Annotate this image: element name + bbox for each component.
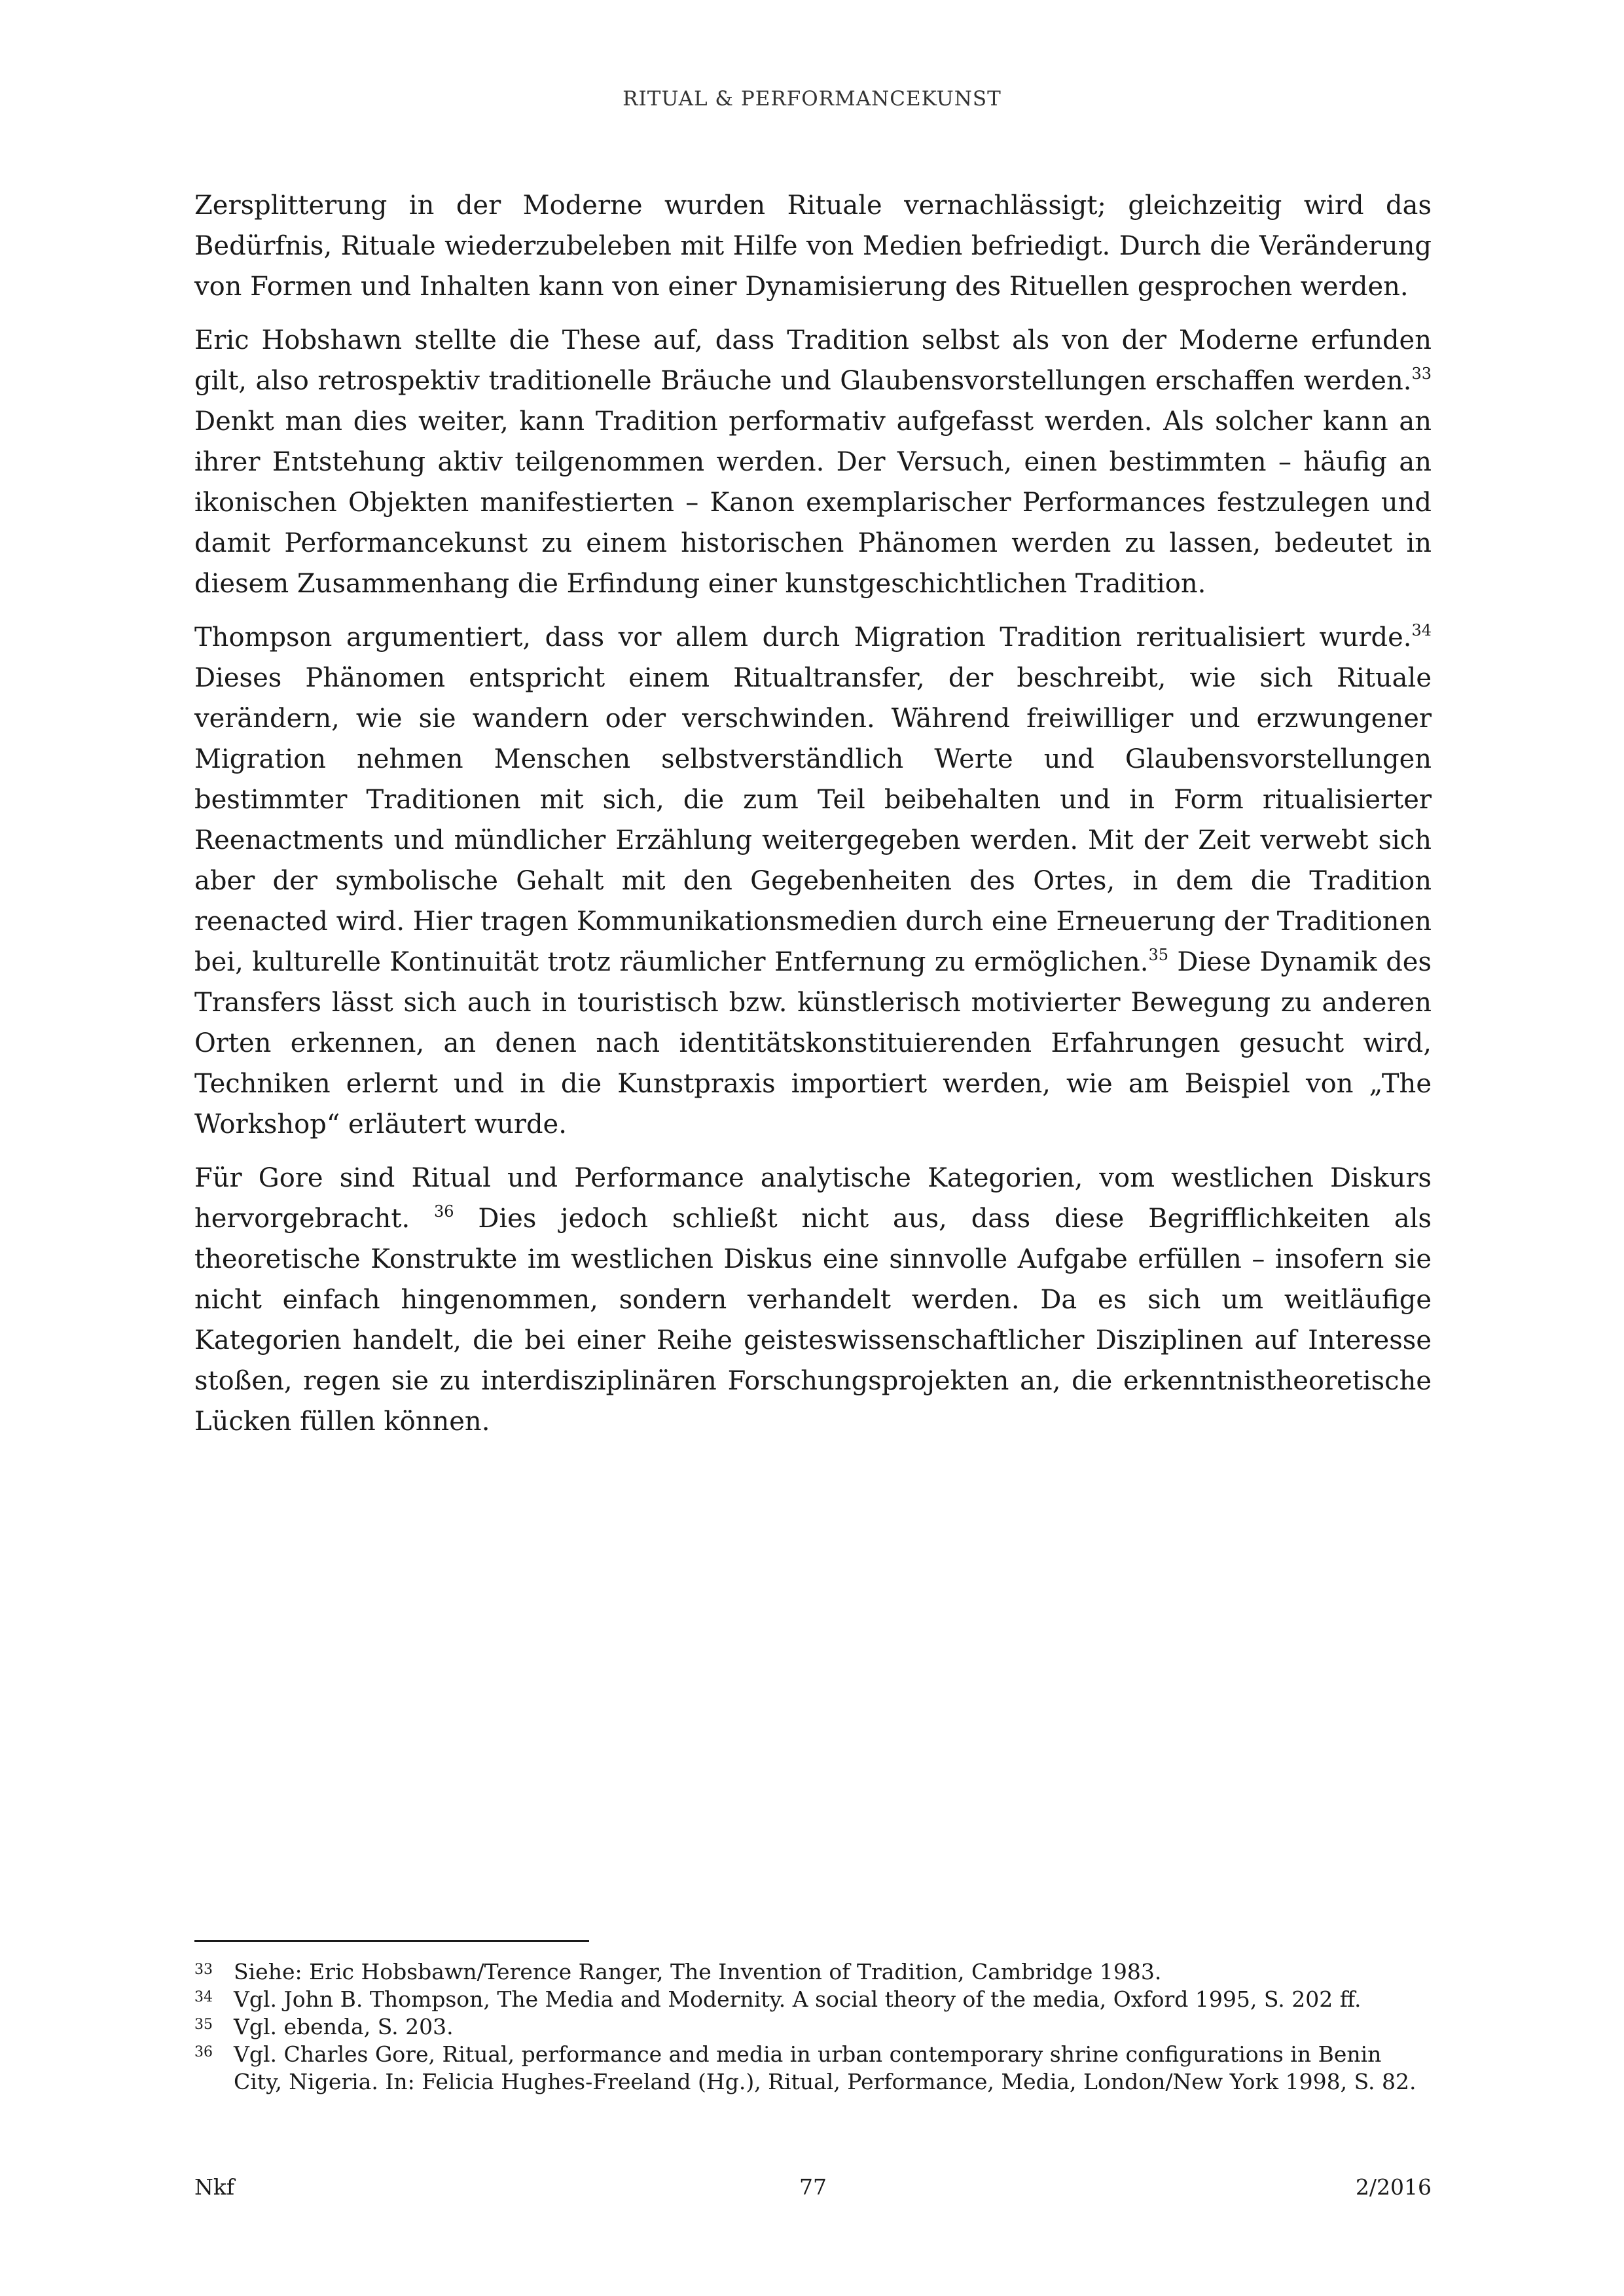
footnote-ref-33[interactable]: 33 bbox=[1411, 364, 1432, 383]
footnote bbox=[194, 1958, 1432, 1986]
body-text bbox=[194, 185, 1432, 1455]
page-number: 77 bbox=[799, 2174, 827, 2200]
footnote bbox=[194, 2041, 1432, 2096]
footnote-number: 35 bbox=[194, 2017, 213, 2033]
paragraph-4-text-cont: Dies jedoch schließt nicht aus, dass diese Begrifflichkeiten als theoretische Konstrukte im westlichen Diskus eine sinnvolle Aufgabe erfüllen – insofern sie nicht einfach hingenommen, sondern verhandelt werden. Da es sich um weitläufige Kategorien handelt, die bei einer Reihe geisteswissenschaftlicher Disziplinen auf Interesse stoßen, regen sie zu interdisziplinären Forschungsprojekten an, die erkenntnistheoretische Lücken füllen können. bbox=[194, 1204, 1432, 1437]
paragraph-3-text-end: Diese Dynamik des Transfers lässt sich auch in touristisch bzw. künstlerisch motivierter Bewegung zu anderen Orten erkennen, an denen nach identitätskonstituierenden Erfahrungen gesucht wird, Techniken erlernt und in die Kunstpraxis importiert werden, wie am Beispiel von „The Workshop“ erläutert wurde. bbox=[194, 947, 1432, 1139]
paragraph-2-text-cont: Denkt man dies weiter, kann Tradition performativ aufgefasst werden. Als solcher kann an ihrer Entstehung aktiv teilgenommen werden. Der Versuch, einen bestimmten – häufig an ikonischen Objekten manifestierten – Kanon exemplarischer Performances festzulegen und damit Performancekunst zu einem historischen Phänomen werden zu lassen, bedeutet in diesem Zusammenhang die Erfindung einer kunstgeschichtlichen Tradition. bbox=[194, 406, 1432, 599]
paragraph-3-text-cont: Dieses Phänomen entspricht einem Ritualtransfer, der beschreibt, wie sich Rituale verändern, wie sie wandern oder verschwinden. Während freiwilliger und erzwungener Migration nehmen Menschen selbstverständlich Werte und Glaubensvorstellungen bestimmter Traditionen mit sich, die zum Teil beibehalten und in Form ritualisierter Reenactments und mündlicher Erzählung weitergegeben werden. Mit der Zeit verwebt sich aber der symbolische Gehalt mit den Gegebenheiten des Ortes, in dem die Tradition reenacted wird. Hier tragen Kommunikationsmedien durch eine Erneuerung der Traditionen bei, kulturelle Kontinuität trotz räumlicher Entfernung zu ermöglichen. bbox=[194, 663, 1432, 977]
footnote-text: Vgl. Charles Gore, Ritual, performance and media in urban contemporary shrine configurations in Benin City, Nigeria. In: Felicia Hughes-Freeland (Hg.), Ritual, Performance, Media, London/New York 1998, S. 82. bbox=[234, 2041, 1416, 2094]
footnote-text: Vgl. John B. Thompson, The Media and Modernity. A social theory of the media, Oxford 1995, S. 202 ff. bbox=[234, 1986, 1362, 2012]
footnote bbox=[194, 1986, 1432, 2013]
page-footer bbox=[194, 2174, 1432, 2202]
footer-issue: 2/2016 bbox=[1355, 2174, 1432, 2200]
paragraph-1-text: Zersplitterung in der Moderne wurden Rituale vernachlässigt; gleichzeitig wird das Bedürfnis, Rituale wiederzubeleben mit Hilfe von Medien befriedigt. Durch die Veränderung von Formen und Inhalten kann von einer Dynamisierung des Rituellen gesprochen werden. bbox=[194, 190, 1432, 302]
paragraph-4-text: Für Gore sind Ritual und Performance analytische Kategorien, vom westlichen Diskurs hervorgebracht. bbox=[194, 1163, 1432, 1234]
footnote-text: Vgl. ebenda, S. 203. bbox=[234, 2014, 454, 2039]
footnote-ref-35[interactable]: 35 bbox=[1148, 945, 1168, 964]
paragraph-1 bbox=[194, 185, 1432, 307]
footer-journal: Nkf bbox=[194, 2174, 235, 2200]
footnote-divider bbox=[194, 1940, 589, 1942]
paragraph-4 bbox=[194, 1158, 1432, 1442]
footnote-ref-36[interactable]: 36 bbox=[433, 1202, 454, 1221]
paragraph-3-text: Thompson argumentiert, dass vor allem durch Migration Tradition reritualisiert wurde. bbox=[194, 622, 1412, 653]
paragraph-2-text: Eric Hobshawn stellte die These auf, dass Tradition selbst als von der Moderne erfunden gilt, also retrospektiv traditionelle Bräuche und Glaubensvorstellungen erschaffen werden. bbox=[194, 325, 1432, 396]
footnote-ref-34[interactable]: 34 bbox=[1411, 620, 1432, 639]
running-header: RITUAL & PERFORMANCEKUNST bbox=[623, 87, 1001, 111]
paragraph-3 bbox=[194, 617, 1432, 1145]
footnote-number: 33 bbox=[194, 1962, 213, 1978]
footnote bbox=[194, 2013, 1432, 2041]
footnote-text: Siehe: Eric Hobsbawn/Terence Ranger, The Invention of Tradition, Cambridge 1983. bbox=[234, 1959, 1162, 1984]
paragraph-2 bbox=[194, 320, 1432, 604]
footnote-number: 36 bbox=[194, 2044, 213, 2060]
footnotes bbox=[194, 1958, 1432, 2096]
footnote-number: 34 bbox=[194, 1989, 213, 2005]
